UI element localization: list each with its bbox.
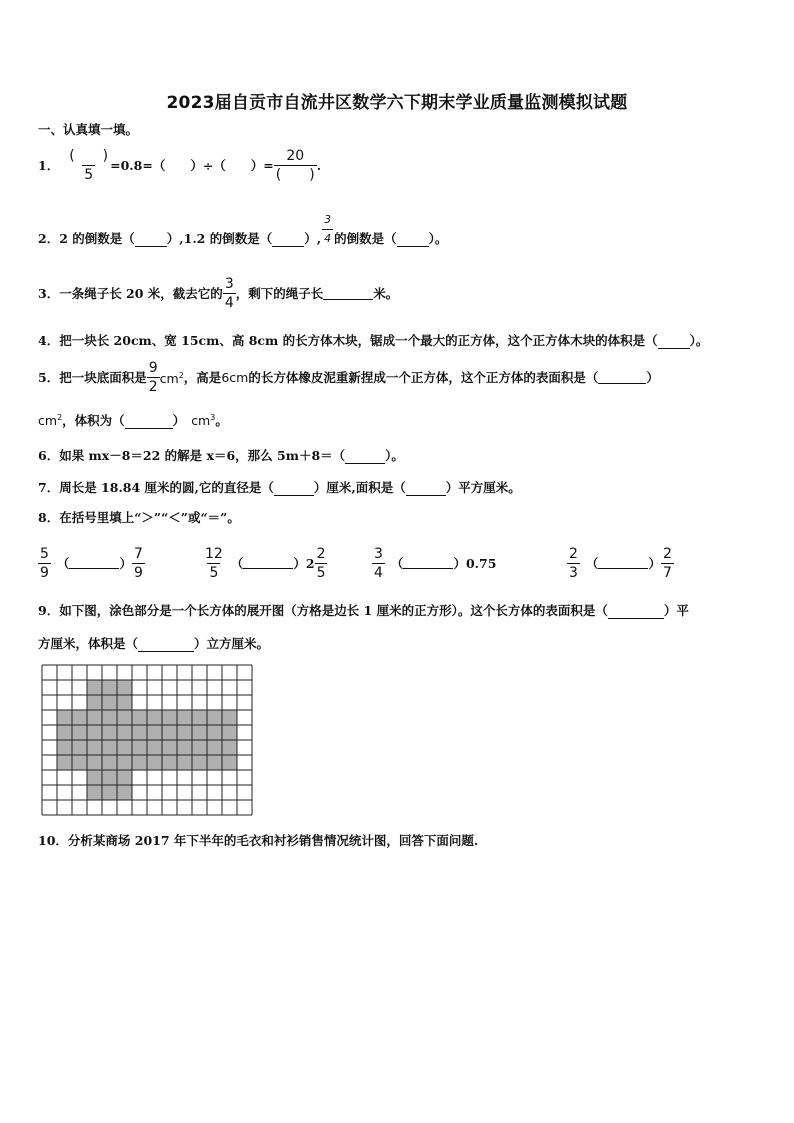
shaded-cell (102, 710, 117, 725)
comparison-item (567, 546, 674, 581)
answer-blank[interactable] (69, 556, 119, 569)
shaded-cell (207, 725, 222, 740)
shaded-cell (147, 725, 162, 740)
shaded-cell (117, 695, 132, 710)
answer-blank[interactable] (403, 556, 453, 569)
question-text: 米。 (373, 285, 399, 301)
unit: $cm^3$ (191, 413, 216, 429)
comparison-item (203, 546, 327, 581)
fraction (322, 212, 333, 247)
shaded-cell (117, 725, 132, 740)
unit: $cm^2$ (159, 370, 184, 387)
question-number: 3． (38, 285, 60, 301)
answer-blank[interactable] (135, 234, 167, 247)
denominator: 2 (148, 379, 158, 395)
paren: （ (390, 555, 404, 571)
shaded-cell (87, 680, 102, 695)
question-4 (38, 333, 708, 349)
question-1 (38, 148, 321, 183)
shaded-cell (87, 710, 102, 725)
paren: ） (119, 555, 132, 571)
denominator: 3 (569, 565, 578, 581)
question-text: ）, (304, 231, 322, 246)
paren: （ (230, 555, 244, 571)
question-2 (38, 212, 447, 247)
question-text: 方厘米，体积是（ (38, 636, 139, 651)
question-text: ）,1.2 的倒数是（ (166, 231, 273, 246)
numerator: 20 (286, 148, 305, 164)
shaded-cell (87, 785, 102, 800)
shaded-cell (162, 755, 177, 770)
denominator: 4 (224, 295, 234, 311)
section-heading: 一、认真填一填。 (38, 122, 139, 137)
height-value: 6cm (221, 369, 249, 385)
numerator: 2 (316, 546, 326, 562)
numerator: 12 (205, 546, 223, 562)
shaded-cell (132, 725, 147, 740)
shaded-cell (102, 770, 117, 785)
question-number: 8． (38, 510, 60, 525)
question-text: 把一块长 20cm、宽 15cm、高 8cm 的长方体木块，锯成一个最大的正方体，这个正方体木块的体积是（ (59, 333, 658, 348)
denominator: 4 (374, 565, 383, 581)
shaded-cell (117, 740, 132, 755)
question-9 (38, 603, 689, 619)
question-text: 一条绳子长 20 米，截去它的 (59, 285, 223, 301)
shaded-cell (177, 740, 192, 755)
numerator: ( ) (69, 148, 109, 164)
shaded-cell (132, 710, 147, 725)
denominator: 5 (209, 565, 219, 581)
question-5 (38, 360, 659, 395)
numerator: 9 (148, 360, 158, 376)
shaded-cell (207, 740, 222, 755)
answer-blank[interactable] (598, 556, 648, 569)
question-text: ，体积为（ (62, 413, 125, 429)
fraction (147, 360, 160, 395)
fraction (203, 546, 225, 581)
shaded-cell (102, 725, 117, 740)
question-number: 9． (38, 603, 60, 618)
shaded-cell (102, 785, 117, 800)
shaded-cell (102, 740, 117, 755)
shaded-cell (87, 770, 102, 785)
denominator: 7 (662, 565, 672, 581)
question-number: 5． (38, 369, 60, 385)
denominator: 9 (40, 565, 49, 581)
question-7 (38, 480, 521, 496)
page-title: 2023届自贡市自流井区数学六下期末学业质量监测模拟试题 (166, 93, 628, 113)
shaded-cell (102, 755, 117, 770)
numerator: 3 (324, 213, 332, 226)
question-text: ）。 (385, 448, 404, 463)
shaded-cell (57, 710, 72, 725)
question-text: ） (646, 369, 659, 385)
shaded-cell (177, 725, 192, 740)
shaded-cell (192, 740, 207, 755)
answer-blank[interactable] (608, 606, 664, 619)
question-text: ）平方厘米。 (445, 480, 521, 495)
question-3 (38, 276, 398, 311)
shaded-cell (177, 755, 192, 770)
shaded-cell (87, 740, 102, 755)
numerator: 2 (569, 546, 578, 562)
comparison-item (38, 546, 145, 581)
numerator: 5 (40, 546, 49, 562)
grid-svg (41, 664, 253, 816)
question-text: ）立方厘米。 (194, 636, 270, 651)
denominator: 5 (316, 565, 326, 581)
question-9-line-2 (38, 636, 269, 652)
denominator: ( ) (275, 167, 315, 183)
question-text: ）。 (689, 333, 709, 348)
question-text: 把一块底面积是 (59, 369, 147, 385)
question-6 (38, 448, 404, 464)
shaded-cell (162, 725, 177, 740)
fraction (38, 546, 51, 581)
question-number: 10． (38, 833, 68, 848)
whole-part: 2 (305, 555, 315, 571)
fraction (67, 148, 110, 183)
net-grid-figure (41, 664, 253, 820)
answer-blank[interactable] (598, 371, 646, 384)
fraction (223, 276, 236, 311)
shaded-cell (162, 710, 177, 725)
question-text: 。 (215, 413, 228, 429)
question-text: ，高是 (183, 369, 222, 385)
question-text: 如下图，涂色部分是一个长方体的展开图（方格是边长 1 厘米的正方形）。这个长方体的表面积是（ (59, 603, 608, 618)
numerator: 2 (662, 546, 672, 562)
question-number: 1． (38, 157, 60, 173)
shaded-cell (57, 755, 72, 770)
shaded-cell (117, 680, 132, 695)
shaded-cell (192, 710, 207, 725)
shaded-cell (207, 755, 222, 770)
denominator: 5 (84, 167, 94, 183)
answer-blank[interactable] (323, 287, 373, 300)
question-text: 周长是 18.84 厘米的圆,它的直径是（ (59, 480, 274, 495)
shaded-cell (72, 755, 87, 770)
shaded-cell (147, 740, 162, 755)
fraction (661, 546, 674, 581)
denominator: 4 (322, 229, 333, 247)
shaded-cell (222, 755, 237, 770)
shaded-cell (102, 680, 117, 695)
denominator: 9 (133, 565, 143, 581)
shaded-cell (72, 740, 87, 755)
fraction (567, 546, 580, 581)
question-number: 4． (38, 333, 60, 348)
shaded-cell (57, 725, 72, 740)
shaded-cell (222, 740, 237, 755)
numerator: 7 (133, 546, 143, 562)
shaded-cell (177, 710, 192, 725)
question-text: ，剩下的绳子长 (235, 285, 324, 301)
shaded-cell (147, 755, 162, 770)
paren: ） (453, 555, 466, 571)
question-text: ）厘米,面积是（ (313, 480, 406, 495)
question-text: ）平 (663, 603, 689, 618)
paren: （ (56, 555, 70, 571)
question-5-line-2 (38, 410, 228, 429)
question-number: 2． (38, 231, 60, 246)
question-10 (38, 833, 478, 849)
numerator: 3 (374, 546, 383, 562)
answer-blank[interactable] (138, 639, 194, 652)
answer-blank[interactable] (243, 556, 293, 569)
question-text: 的长方体橡皮泥重新捏成一个正方体，这个正方体的表面积是（ (248, 369, 599, 385)
decimal-value: 0.75 (465, 555, 497, 571)
question-8 (38, 510, 240, 526)
paren: ） (648, 555, 661, 571)
shaded-cell (117, 710, 132, 725)
question-text: 分析某商场 2017 年下半年的毛衣和衬衫销售情况统计图，回答下面问题. (67, 833, 479, 848)
question-text: 2 的倒数是（ (59, 231, 135, 246)
unit: $cm^2$ (38, 413, 63, 429)
shaded-cell (102, 695, 117, 710)
shaded-cell (117, 755, 132, 770)
question-text: 的倒数是（ (334, 231, 397, 246)
shaded-cell (57, 740, 72, 755)
question-number: 7． (38, 480, 60, 495)
fraction (315, 546, 328, 581)
answer-blank[interactable] (397, 234, 429, 247)
shaded-cell (117, 785, 132, 800)
shaded-cell (192, 725, 207, 740)
shaded-cell (87, 695, 102, 710)
numerator: 3 (224, 276, 234, 292)
shaded-cell (87, 725, 102, 740)
fraction (372, 546, 385, 581)
question-text: 在括号里填上“＞”“＜”或“＝”。 (59, 510, 240, 525)
paren: （ (585, 555, 599, 571)
shaded-cell (147, 710, 162, 725)
shaded-cell (162, 740, 177, 755)
shaded-cell (192, 755, 207, 770)
shaded-cell (72, 710, 87, 725)
shaded-cell (132, 755, 147, 770)
paren: ） (293, 555, 306, 571)
question-text: ） (172, 413, 186, 429)
shaded-cell (72, 725, 87, 740)
shaded-cell (222, 725, 237, 740)
answer-blank[interactable] (272, 234, 304, 247)
question-text: =0.8=（ ）÷（ ）= (110, 157, 274, 173)
fraction (132, 546, 145, 581)
question-text: . (316, 157, 322, 173)
question-number: 6． (38, 448, 60, 463)
answer-blank[interactable] (658, 336, 690, 349)
shaded-cell (207, 710, 222, 725)
fraction (274, 148, 317, 183)
shaded-cell (87, 755, 102, 770)
answer-blank[interactable] (406, 483, 446, 496)
answer-blank[interactable] (125, 416, 173, 429)
answer-blank[interactable] (274, 483, 314, 496)
question-text: 如果 mx－8＝22 的解是 x＝6，那么 5m＋8＝（ (59, 448, 346, 463)
answer-blank[interactable] (345, 451, 385, 464)
question-text: ）。 (428, 231, 448, 246)
shaded-cell (117, 770, 132, 785)
shaded-cell (132, 740, 147, 755)
shaded-cell (222, 710, 237, 725)
comparison-item (372, 546, 496, 581)
